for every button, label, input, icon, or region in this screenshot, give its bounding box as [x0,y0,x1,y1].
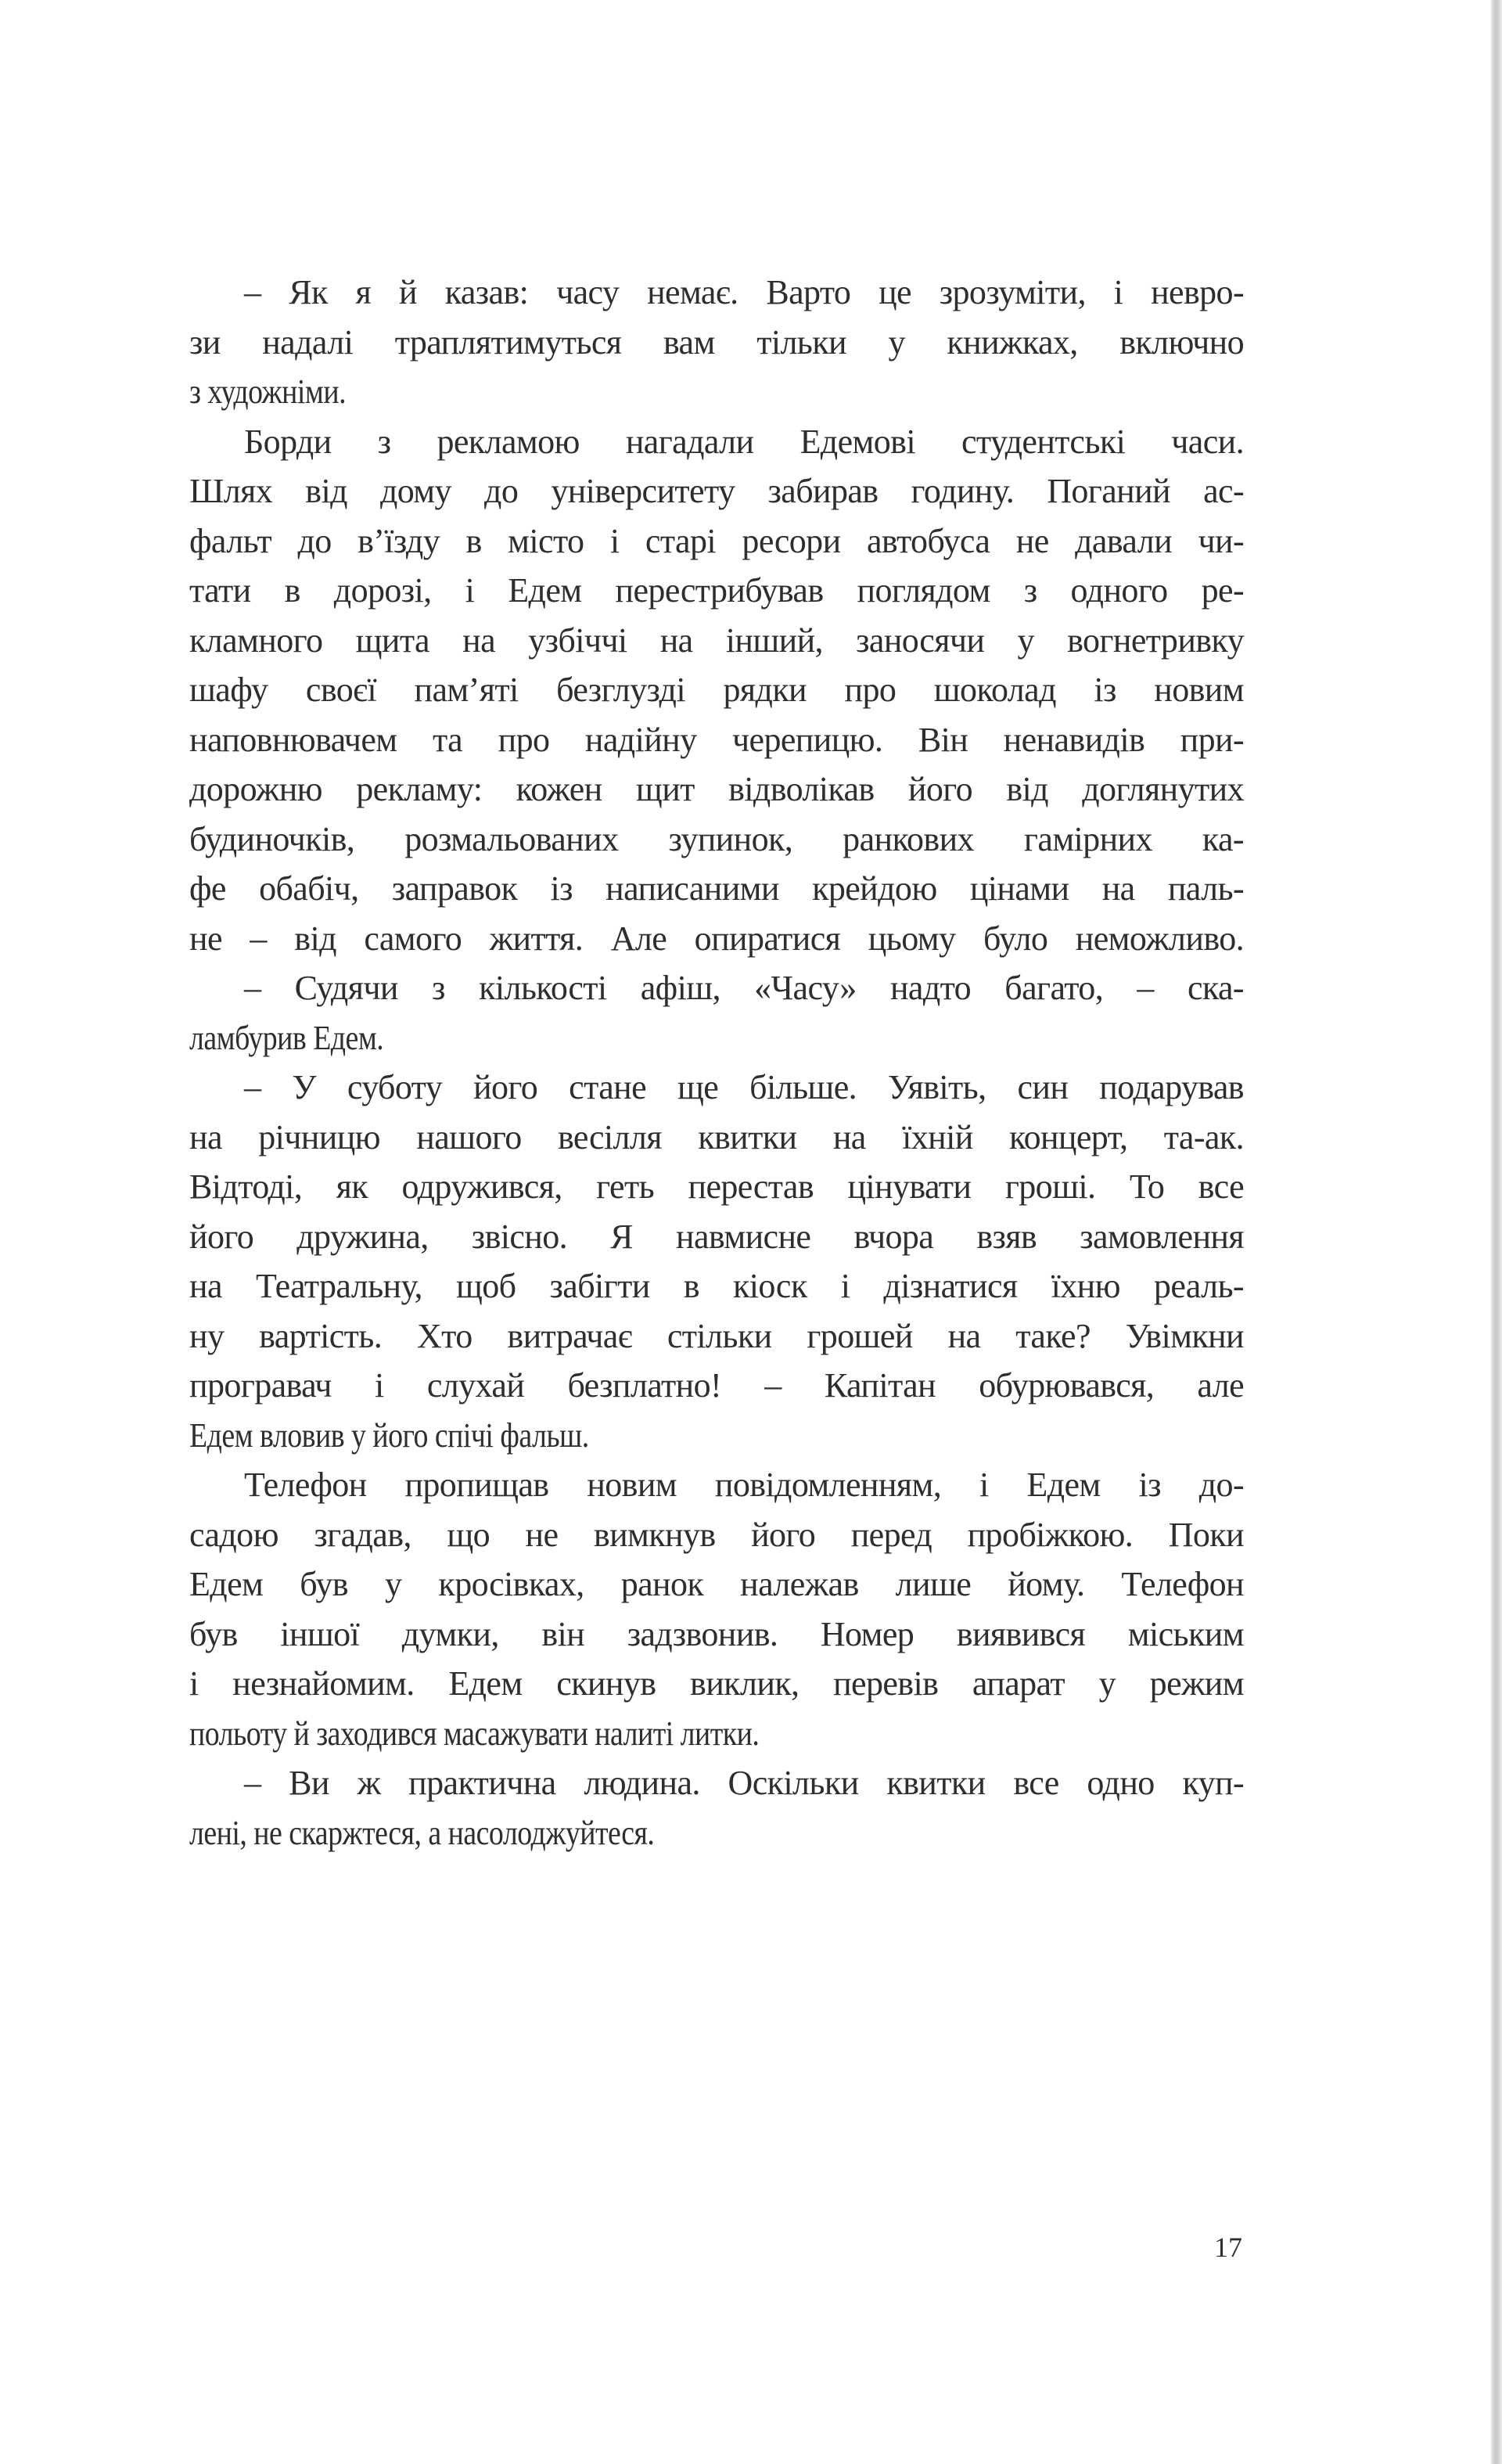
paragraph [189,417,1244,964]
text-line: програвач і слухай безплатно! – Капітан обурювався, але [189,1366,1244,1405]
text-line: Едем був у кросівках, ранок належав лише йому. Телефон [189,1565,1244,1603]
paragraph [189,268,1244,417]
text-line: – Як я й казав: часу немає. Варто це зрозуміти, і невро- [244,273,1244,311]
text-line: його дружина, звісно. Я навмисне вчора взяв замовлення [189,1217,1244,1256]
text-line: на річницю нашого весілля квитки на їхній концерт, та-ак. [189,1117,1244,1156]
text-line: Шлях від дому до університету забирав годину. Поганий ас- [189,472,1244,510]
text-line: – Ви ж практична людина. Оскільки квитки все одно куп- [244,1764,1244,1802]
text-line: Телефон пропищав новим повідомленням, і Едем із до- [244,1466,1244,1504]
text-line: ламбурив Едем. [189,1018,384,1057]
text-line: – У суботу його стане ще більше. Уявіть, син подарував [244,1068,1244,1106]
text-line: шафу своєї пам’яті безглузді рядки про шоколад із новим [189,671,1244,709]
text-line: тати в дорозі, і Едем перестрибував поглядом з одного ре- [189,571,1244,610]
text-line: Едем вловив у його спічі фальш. [189,1415,589,1455]
text-line: будиночків, розмальованих зупинок, ранкових гамірних ка- [189,819,1244,858]
text-line: зи надалі траплятимуться вам тільки у книжках, включно [189,322,1244,362]
paragraph [189,1460,1244,1758]
paragraph [189,963,1244,1063]
text-line: не – від самого життя. Але опиратися цьому було неможливо. [189,919,1244,958]
page-edge-scrollbar[interactable] [1491,0,1502,2464]
text-line: садою згадав, що не вимкнув його перед пробіжкою. Поки [189,1515,1244,1554]
text-line: польоту й заходився масажувати налиті литки. [189,1714,760,1753]
text-line: лені, не скаржтеся, а насолоджуйтеся. [189,1813,655,1852]
text-line: з художніми. [189,372,347,411]
text-line: ну вартість. Хто витрачає стільки грошей на таке? Увімкни [189,1316,1244,1355]
page-number: 17 [1214,2232,1242,2263]
text-line: – Судячи з кількості афіш, «Часу» надто багато, – ска- [244,969,1244,1007]
text-line: і незнайомим. Едем скинув виклик, перевів апарат у режим [189,1664,1244,1703]
paragraph [189,1063,1244,1460]
text-line: наповнювачем та про надійну черепицю. Він ненавидів при- [189,720,1244,759]
text-line: на Театральну, щоб забігти в кіоск і дізнатися їхню реаль- [189,1267,1244,1305]
page-body-text [189,268,1244,1858]
text-line: Відтоді, як одружився, геть перестав цінувати гроші. То все [189,1167,1244,1206]
text-line: був іншої думки, він задзвонив. Номер виявився міським [189,1614,1244,1653]
text-line: кламного щита на узбіччі на інший, заносячи у вогнетривку [189,620,1244,660]
text-line: фе обабіч, заправок із написаними крейдою цінами на паль- [189,869,1244,908]
paragraph [189,1758,1244,1858]
text-line: дорожню рекламу: кожен щит відволікав його від доглянутих [189,770,1244,808]
text-line: Борди з рекламою нагадали Едемові студентські часи. [244,422,1244,461]
text-line: фальт до в’їзду в місто і старі ресори автобуса не давали чи- [189,521,1244,560]
